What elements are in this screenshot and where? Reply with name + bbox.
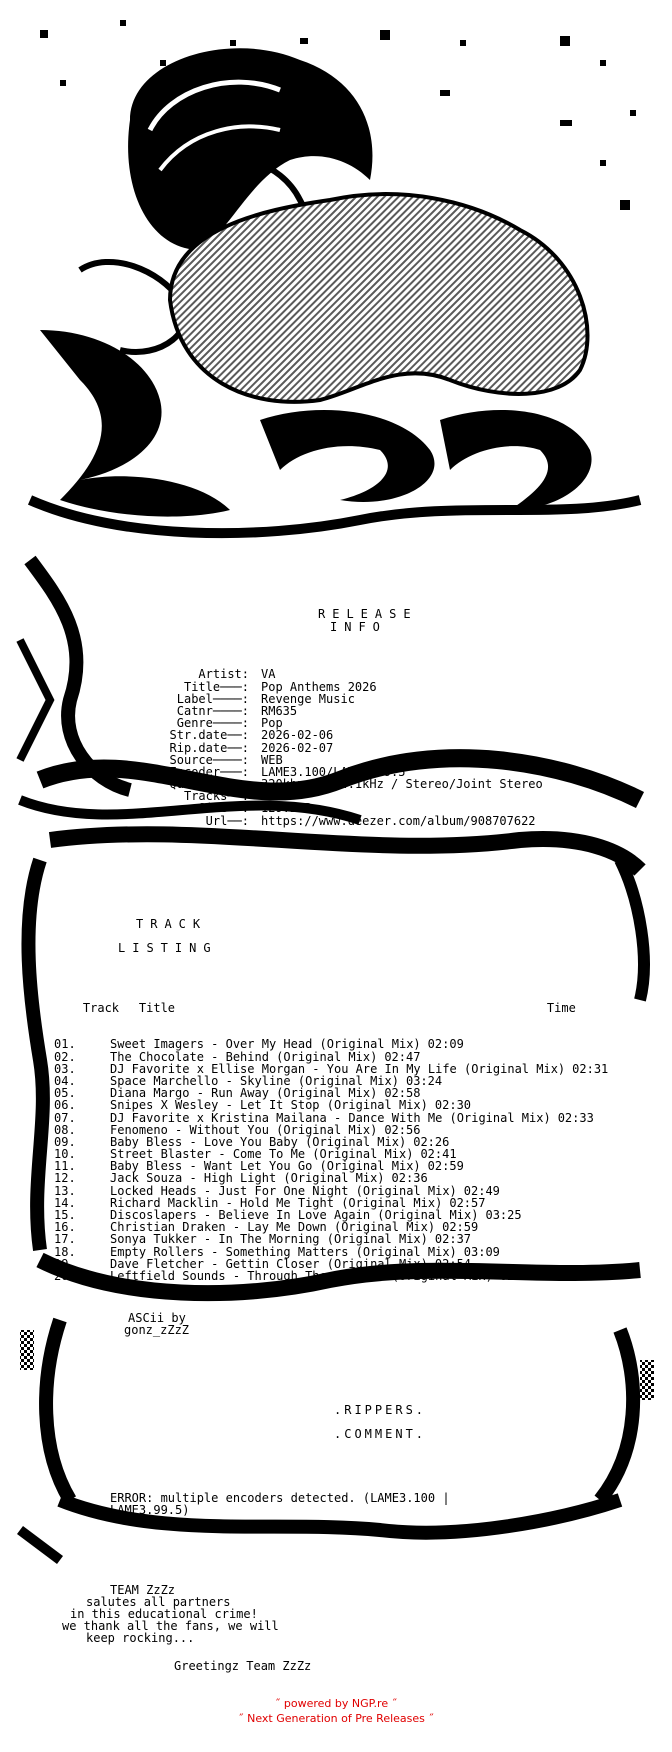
- release-info-value: LAME3.100/LAME3.99.5: [261, 764, 406, 779]
- track-number: 15.: [54, 1208, 76, 1223]
- track-title: Baby Bless - Love You Baby (Original Mix): [110, 1134, 407, 1149]
- track-title: Jack Souza - High Light (Original Mix): [110, 1171, 385, 1186]
- release-info-value: Revenge Music: [261, 691, 355, 706]
- track-time: 02:30: [434, 1098, 472, 1113]
- track-title: Discoslapers - Believe In Love Again (Original Mix): [110, 1208, 479, 1223]
- release-info-row: [156, 742, 543, 754]
- release-info-value: VA: [261, 667, 276, 682]
- release-info-label: Str.date──:: [169, 728, 249, 743]
- track-time: 02:36: [391, 1171, 428, 1186]
- release-info-value: Pop Anthems 2026: [261, 679, 377, 694]
- ascii-credit-label: ASCii by: [128, 1311, 186, 1325]
- track-title: Sweet Imagers - Over My Head (Original Mix): [110, 1037, 421, 1052]
- release-info-value: 320kbps / 44.1kHz / Stereo/Joint Stereo: [261, 777, 543, 792]
- tracklist-frame-left: [28, 860, 42, 1250]
- track-listing-subheading: LISTING: [118, 941, 218, 955]
- release-info-value: https://www.deezer.com/album/908707622: [261, 813, 536, 828]
- release-info-label: Label────:: [176, 691, 249, 706]
- outro-line-3: we thank all the fans, we will: [62, 1619, 279, 1633]
- release-info-value: RM635: [261, 703, 298, 718]
- track-number: 12.: [54, 1171, 76, 1186]
- track-number: 18.: [54, 1244, 76, 1259]
- release-info-value: Pop: [261, 716, 283, 731]
- track-title: The Chocolate - Behind (Original Mix): [110, 1049, 378, 1064]
- track-time: 03:25: [485, 1208, 522, 1223]
- track-number: 09.: [54, 1134, 76, 1149]
- track-time: 02:37: [434, 1232, 472, 1247]
- track-row: [54, 1270, 608, 1282]
- track-time: 02:57: [449, 1195, 486, 1210]
- track-number: 07.: [54, 1110, 76, 1125]
- release-info-heading: RELEASE: [318, 607, 418, 621]
- track-number: 04.: [54, 1073, 76, 1088]
- track-title: Snipes X Wesley - Let It Stop (Original Mix): [110, 1098, 428, 1113]
- track-time: 02:09: [427, 1037, 464, 1052]
- hatched-shape: [170, 194, 588, 402]
- track-row: [54, 1038, 608, 1050]
- track-number: 17.: [54, 1232, 76, 1247]
- release-info-row: [156, 729, 543, 741]
- comment-line-1: ERROR: multiple encoders detected. (LAME3.100 |: [110, 1491, 450, 1505]
- track-title: Dave Fletcher - Gettin Closer (Original Mix): [110, 1256, 428, 1271]
- footer-powered-by: ˝ powered by NGP.re ˝: [274, 1697, 398, 1710]
- track-row: [54, 1233, 608, 1245]
- release-info-value: WEB: [261, 752, 283, 767]
- track-title: Baby Bless - Want Let You Go (Original Mix): [110, 1159, 421, 1174]
- comment-heading: .COMMENT.: [334, 1427, 427, 1441]
- release-info-subheading: INFO: [330, 620, 387, 634]
- track-title: DJ Favorite x Kristina Mailana - Dance With Me (Original Mix): [110, 1110, 551, 1125]
- track-number: 08.: [54, 1122, 76, 1137]
- col-time-header: Time: [546, 1001, 576, 1016]
- release-info-label: Size──:: [198, 801, 249, 816]
- release-info-value: 2026-02-06: [261, 728, 334, 743]
- track-number: 05.: [54, 1086, 76, 1101]
- release-info-label: Tracks──:: [183, 789, 249, 804]
- track-row: [54, 1172, 608, 1184]
- release-info-label: Quality───:: [169, 777, 249, 792]
- release-info-label: Rip.date──:: [169, 740, 249, 755]
- track-row: [54, 1099, 608, 1111]
- track-title: Leftfield Sounds - Through The Silence (Original Mix): [110, 1268, 493, 1283]
- release-info-row: [156, 815, 543, 827]
- track-time: 02:56: [384, 1122, 421, 1137]
- tracklist-frame-right: [620, 860, 644, 1000]
- track-time: 02:49: [463, 1183, 500, 1198]
- release-info-value: 129.2MB: [261, 801, 312, 816]
- track-title: Christian Draken - Lay Me Down (Original Mix): [110, 1220, 436, 1235]
- release-info-label: Title───:: [183, 679, 249, 694]
- track-time: 02:54: [434, 1256, 472, 1271]
- track-time: 02:31: [572, 1061, 609, 1076]
- track-row: [54, 1246, 608, 1258]
- track-row: [54, 1112, 608, 1124]
- release-info-value: 2026-02-07: [261, 740, 334, 755]
- track-title: Street Blaster - Come To Me (Original Mix): [110, 1147, 414, 1162]
- letter-swoosh-3: [440, 410, 592, 510]
- track-number: 10.: [54, 1147, 76, 1162]
- release-info-value: 20: [261, 789, 276, 804]
- track-title: DJ Favorite x Ellise Morgan - You Are In My Life (Original Mix): [110, 1061, 566, 1076]
- track-listing-heading: TRACK: [136, 917, 208, 931]
- outro-line-2: in this educational crime!: [70, 1607, 258, 1621]
- team-name: TEAM ZzZz: [110, 1583, 176, 1597]
- track-time: 02:59: [427, 1159, 464, 1174]
- track-number: 03.: [54, 1061, 76, 1076]
- track-time: 02:33: [557, 1110, 594, 1125]
- outro-line-4: keep rocking...: [86, 1631, 195, 1645]
- tracklist: [54, 1014, 608, 1307]
- release-info-label: Artist:: [198, 667, 249, 682]
- release-info-label: Source────:: [169, 752, 249, 767]
- track-time: 03:24: [405, 1073, 443, 1088]
- release-info-row: [156, 668, 543, 680]
- track-number: 02.: [54, 1049, 76, 1064]
- track-title: Fenomeno - Without You (Original Mix): [110, 1122, 378, 1137]
- track-number: 13.: [54, 1183, 76, 1198]
- track-title: Locked Heads - Just For One Night (Original Mix): [110, 1183, 457, 1198]
- col-track-header: Track: [82, 1001, 120, 1016]
- release-info-row: [156, 681, 543, 693]
- track-number: 06.: [54, 1098, 76, 1113]
- track-number: 19.: [54, 1256, 76, 1271]
- track-number: 16.: [54, 1220, 76, 1235]
- track-time: 02:59: [442, 1220, 479, 1235]
- track-title: Space Marchello - Skyline (Original Mix): [110, 1073, 399, 1088]
- track-time: 02:26: [413, 1134, 450, 1149]
- release-info-label: Encoder───:: [169, 764, 249, 779]
- track-number: 14.: [54, 1195, 76, 1210]
- release-info-label: Catnr────:: [176, 703, 249, 718]
- letter-swoosh-2: [260, 410, 434, 502]
- ascii-credit-author: gonz_zZzZ: [124, 1323, 190, 1337]
- footer-tagline: ˝ Next Generation of Pre Releases ˝: [238, 1712, 434, 1725]
- track-time: 02:59: [499, 1268, 537, 1283]
- release-info-label: Url──:: [205, 813, 249, 828]
- release-info-row: [156, 802, 543, 814]
- track-title: Sonya Tukker - In The Morning (Original Mix): [110, 1232, 428, 1247]
- rippers-heading: .RIPPERS.: [334, 1403, 427, 1417]
- col-title-header: Title: [138, 1001, 176, 1016]
- release-info-table: [156, 644, 543, 851]
- outro-line-1: salutes all partners: [86, 1595, 231, 1609]
- track-title: Diana Margo - Run Away (Original Mix): [110, 1086, 378, 1101]
- track-title: Richard Macklin - Hold Me Tight (Original Mix): [110, 1195, 443, 1210]
- track-time: 02:47: [384, 1049, 421, 1064]
- track-time: 02:41: [420, 1147, 457, 1162]
- track-title: Empty Rollers - Something Matters (Original Mix): [110, 1244, 457, 1259]
- track-number: 20.: [54, 1268, 76, 1283]
- release-info-label: Genre────:: [176, 716, 249, 731]
- comment-line-2: LAME3.99.5): [110, 1503, 190, 1517]
- track-number: 01.: [54, 1037, 76, 1052]
- track-row: [54, 1051, 608, 1063]
- track-number: 11.: [54, 1159, 76, 1174]
- track-time: 02:58: [384, 1086, 421, 1101]
- track-time: 03:09: [463, 1244, 500, 1259]
- greetings: Greetingz Team ZzZz: [174, 1659, 312, 1673]
